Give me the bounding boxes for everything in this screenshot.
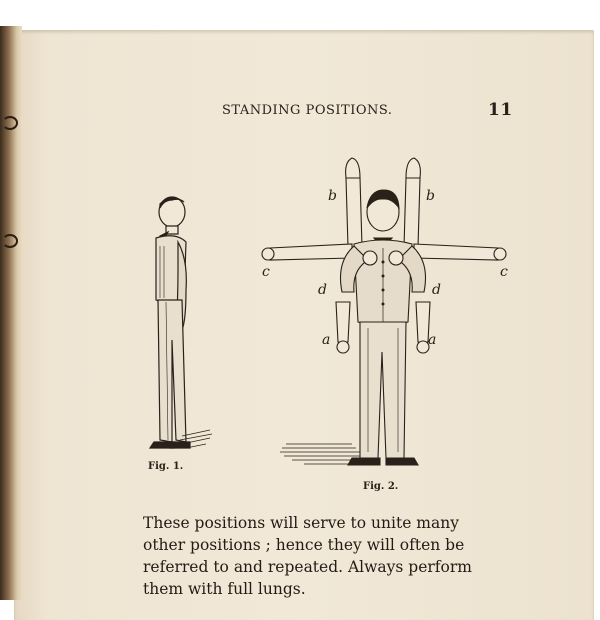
body-line: them with full lungs. <box>143 580 306 598</box>
body-line: These positions will serve to unite many <box>143 514 459 532</box>
label-b-left: b <box>328 188 337 204</box>
body-line: referred to and repeated. Always perform <box>143 558 472 576</box>
label-a-left: a <box>322 332 331 348</box>
body-paragraph <box>143 512 515 600</box>
label-c-right: c <box>500 264 508 280</box>
figure-1-illustration <box>120 190 230 460</box>
label-c-left: c <box>262 264 270 280</box>
running-head: STANDING POSITIONS. <box>222 103 393 118</box>
binding-stitch <box>2 116 18 130</box>
figure-2-caption: Fig. 2. <box>363 481 399 492</box>
label-d-right: d <box>432 282 441 298</box>
label-b-right: b <box>426 188 435 204</box>
body-line: other positions ; hence they will often be <box>143 536 465 554</box>
figure-2-illustration <box>256 152 516 482</box>
label-a-right: a <box>428 332 437 348</box>
label-d-left: d <box>318 282 327 298</box>
binding-stitch <box>2 234 18 248</box>
page-number: 11 <box>488 100 513 120</box>
book-spine <box>0 26 22 600</box>
figure-1-caption: Fig. 1. <box>148 461 184 472</box>
